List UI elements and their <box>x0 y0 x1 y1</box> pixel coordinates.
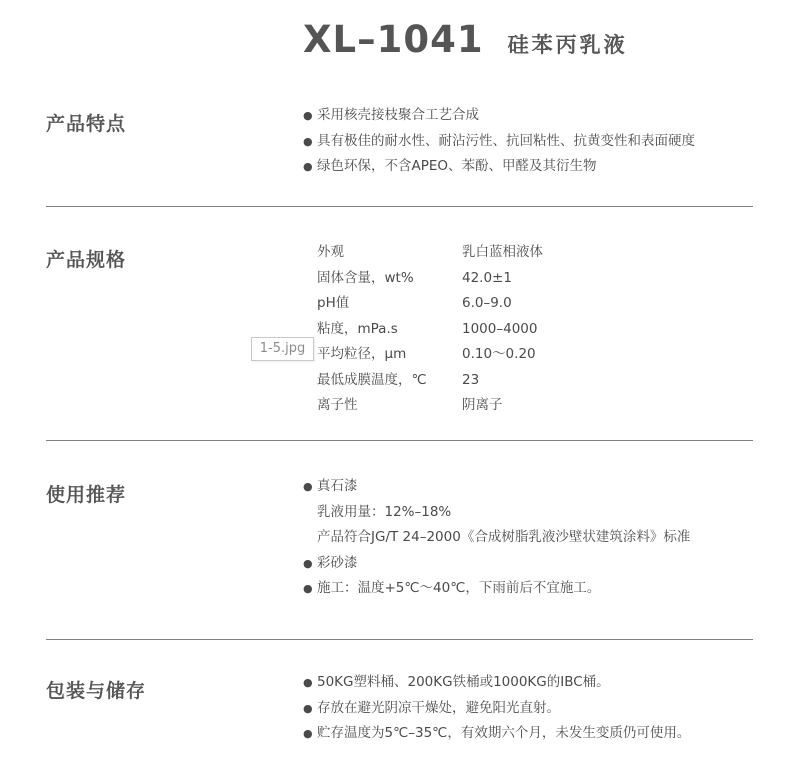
spec-row <box>317 240 543 266</box>
bullet-icon: ● <box>303 480 313 493</box>
storage-text: 贮存温度为5℃–35℃，有效期六个月，未发生变质仍可使用。 <box>317 725 691 741</box>
usage-text: 施工：温度+5℃～40℃，下雨前后不宜施工。 <box>317 580 601 596</box>
spec-label: 最低成膜温度，℃ <box>317 371 427 388</box>
spec-row <box>317 393 543 419</box>
usage-subtext: 乳液用量：12%–18% <box>317 503 452 520</box>
section-title-features: 产品特点 <box>46 113 127 135</box>
spec-label: 粘度，mPa.s <box>317 320 398 337</box>
spec-label: 固体含量，wt% <box>317 269 414 286</box>
storage-list <box>303 670 690 747</box>
section-title-specs: 产品规格 <box>46 249 127 271</box>
list-item <box>303 670 690 696</box>
bullet-icon: ● <box>303 109 313 122</box>
divider <box>46 206 753 207</box>
usage-list <box>303 474 690 602</box>
spec-label: 外观 <box>317 244 344 260</box>
spec-row <box>317 368 543 394</box>
feature-text: 采用核壳接枝聚合工艺合成 <box>317 107 479 123</box>
list-sub-item <box>303 525 690 551</box>
divider <box>46 440 753 441</box>
list-item <box>303 696 690 722</box>
spec-value: 42.0±1 <box>462 269 512 286</box>
storage-text: 50KG塑料桶、200KG铁桶或1000KG的IBC桶。 <box>317 674 610 690</box>
spec-table <box>317 240 543 419</box>
image-filename-tag: 1-5.jpg <box>251 337 314 361</box>
spec-label: 平均粒径，μm <box>317 346 407 362</box>
product-name: 硅苯丙乳液 <box>507 33 628 57</box>
spec-value: 阴离子 <box>462 397 503 413</box>
feature-text: 具有极佳的耐水性、耐沾污性、抗回粘性、抗黄变性和表面硬度 <box>317 132 695 149</box>
bullet-icon: ● <box>303 134 313 148</box>
spec-row <box>317 291 543 317</box>
list-item <box>303 103 695 129</box>
spec-row <box>317 317 543 343</box>
features-list <box>303 103 695 180</box>
bullet-icon: ● <box>303 582 313 595</box>
spec-value: 6.0–9.0 <box>462 295 512 311</box>
list-item <box>303 129 695 155</box>
bullet-icon: ● <box>303 160 313 173</box>
list-item <box>303 474 690 500</box>
product-model: XL–1041 <box>303 18 484 61</box>
section-title-storage: 包装与储存 <box>46 680 147 702</box>
spec-value: 1000–4000 <box>462 320 538 337</box>
spec-label: 离子性 <box>317 397 358 413</box>
page-title <box>303 18 628 62</box>
storage-text: 存放在避光阴凉干燥处，避免阳光直射。 <box>317 699 560 716</box>
usage-text: 彩砂漆 <box>317 554 358 571</box>
list-item <box>303 721 690 747</box>
bullet-icon: ● <box>303 556 313 570</box>
bullet-icon: ● <box>303 676 313 689</box>
spec-row <box>317 342 543 368</box>
section-title-usage: 使用推荐 <box>46 484 127 506</box>
spec-value: 0.10～0.20 <box>462 346 536 362</box>
divider <box>46 639 753 640</box>
feature-text: 绿色环保，不含APEO、苯酚、甲醛及其衍生物 <box>317 158 597 174</box>
list-item <box>303 154 695 180</box>
spec-value: 23 <box>462 371 480 388</box>
spec-row <box>317 266 543 292</box>
list-sub-item <box>303 500 690 526</box>
list-item <box>303 576 690 602</box>
spec-label: pH值 <box>317 295 350 311</box>
usage-text: 真石漆 <box>317 478 358 494</box>
bullet-icon: ● <box>303 727 313 740</box>
spec-value: 乳白蓝相液体 <box>462 244 543 260</box>
bullet-icon: ● <box>303 701 313 715</box>
list-item <box>303 551 690 577</box>
usage-subtext: 产品符合JG/T 24–2000《合成树脂乳液沙壁状建筑涂料》标准 <box>317 529 691 545</box>
